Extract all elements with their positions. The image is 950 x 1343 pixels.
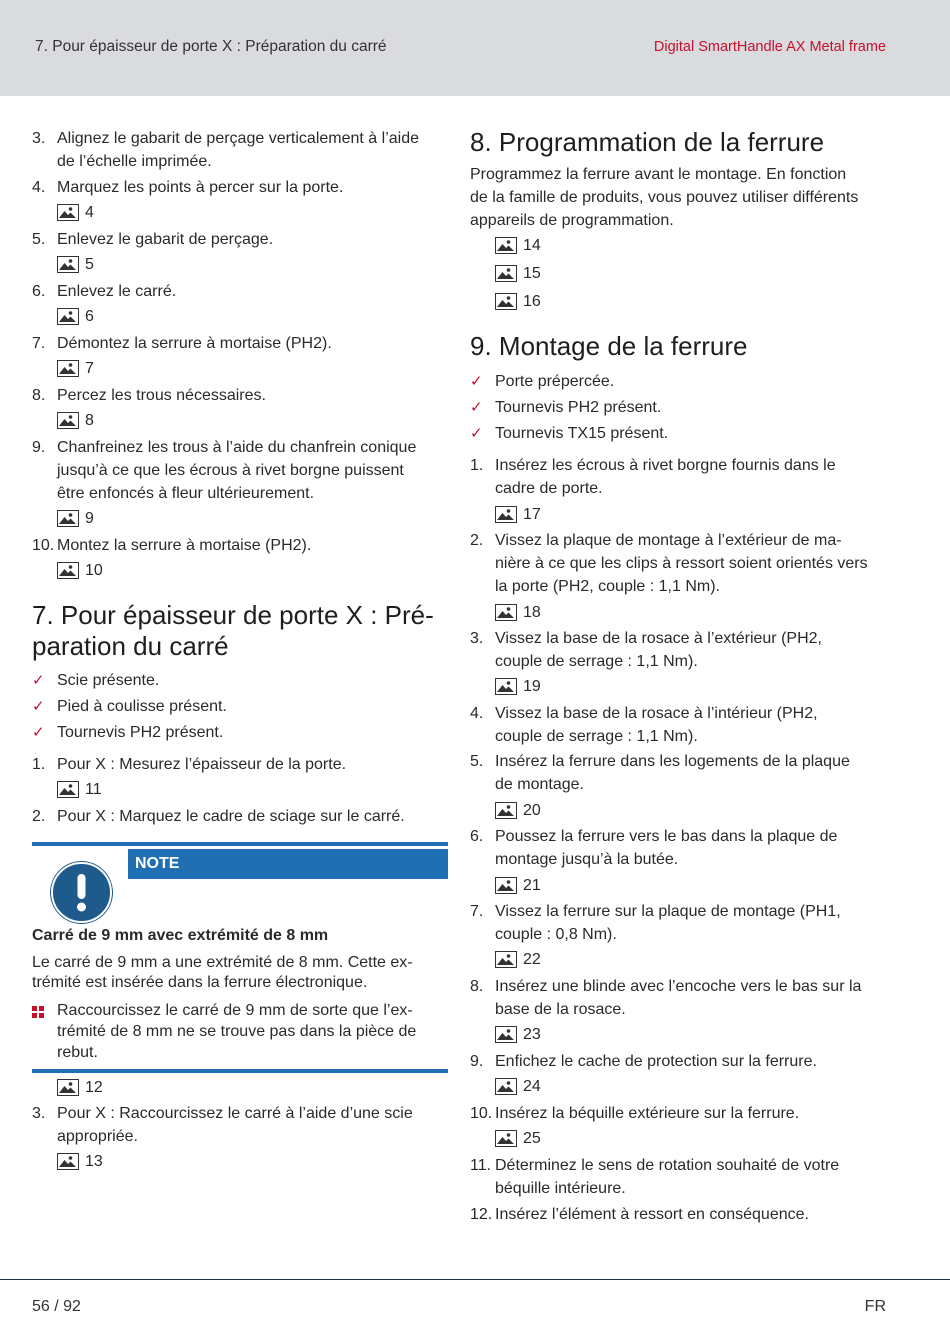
check-icon: ✓ — [32, 724, 45, 741]
chapter-title: 7. Pour épaisseur de porte X : Préparation du carré — [35, 38, 387, 55]
image-icon — [495, 604, 517, 621]
image-icon — [57, 204, 79, 221]
section-heading: 7. Pour épaisseur de porte X : Pré- paration du carré — [32, 600, 434, 661]
note-rule — [32, 842, 448, 846]
check-icon: ✓ — [470, 373, 483, 390]
note-label: NOTE — [128, 849, 448, 879]
section-heading: 8. Programmation de la ferrure — [470, 127, 825, 157]
check-icon: ✓ — [470, 425, 483, 442]
note-rule — [32, 1069, 448, 1073]
image-icon — [495, 1026, 517, 1043]
action-squares-icon — [32, 1003, 44, 1024]
language-code: FR — [864, 1298, 886, 1315]
image-icon — [495, 951, 517, 968]
product-name: Digital SmartHandle AX Metal frame — [653, 39, 886, 55]
section-heading: 9. Montage de la ferrure — [470, 331, 748, 361]
exclamation-icon — [51, 862, 112, 923]
image-icon — [495, 506, 517, 523]
image-icon — [57, 308, 79, 325]
image-icon — [57, 510, 79, 527]
page-number: 56 / 92 — [32, 1298, 81, 1315]
note-title: Carré de 9 mm avec extrémité de 8 mm — [32, 927, 329, 944]
image-icon — [495, 678, 517, 695]
check-icon: ✓ — [32, 672, 45, 689]
image-icon — [495, 265, 517, 282]
image-icon — [495, 1130, 517, 1147]
image-icon — [495, 293, 517, 310]
check-icon: ✓ — [470, 399, 483, 416]
section-text: Programmez la ferrure avant le montage. En fonction de la famille de produits, vous pouvez utiliser différents appareils de programmation. — [470, 166, 859, 229]
image-icon — [57, 1079, 79, 1096]
image-icon — [495, 1078, 517, 1095]
note-text: Le carré de 9 mm a une extrémité de 8 mm. Cette ex- trémité est insérée dans la ferrure électronique. — [32, 954, 413, 991]
image-icon — [495, 877, 517, 894]
image-icon — [57, 412, 79, 429]
page-header — [0, 0, 950, 96]
image-icon — [57, 256, 79, 273]
image-icon — [57, 781, 79, 798]
image-icon — [495, 802, 517, 819]
image-icon — [57, 1153, 79, 1170]
image-icon — [495, 237, 517, 254]
check-icon: ✓ — [32, 698, 45, 715]
image-icon — [57, 360, 79, 377]
footer-rule — [0, 1279, 950, 1280]
image-icon — [57, 562, 79, 579]
